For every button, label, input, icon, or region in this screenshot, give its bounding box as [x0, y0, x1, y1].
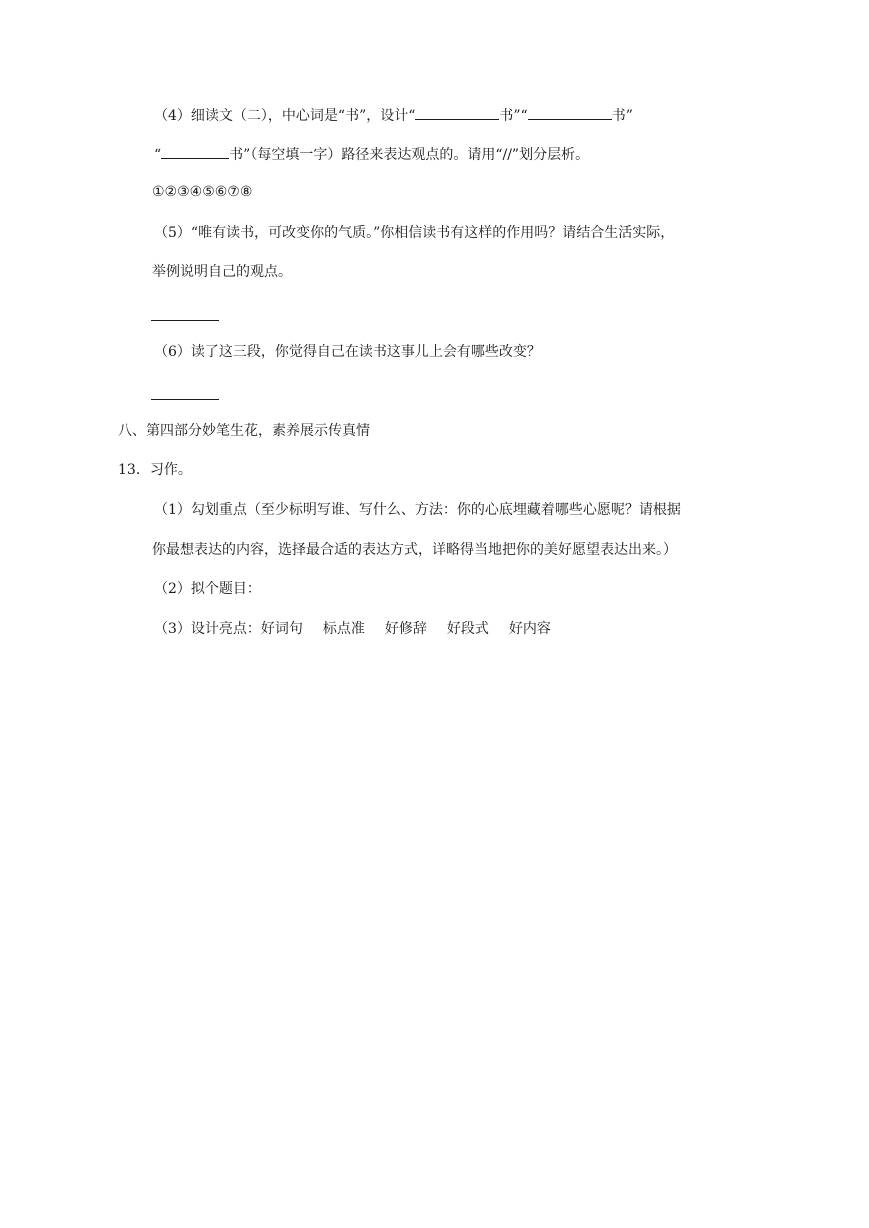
highlight-1: 好词句 — [260, 621, 303, 637]
q5-answer-line[interactable] — [151, 320, 219, 321]
paragraph-marks: ①②③④⑤⑥⑦⑧ — [152, 184, 253, 200]
q6-answer-line[interactable] — [151, 399, 219, 400]
q4-text-e: 书”（每空填一字）路径来表达观点的。请用“//”划分层析。 — [229, 147, 590, 163]
q4-line-1 — [154, 105, 633, 126]
q13-title: 13．习作。 — [118, 462, 192, 478]
q13-item-3 — [154, 619, 551, 639]
q4-text-a: （4）细读文（二），中心词是“书”，设计“ — [154, 108, 416, 124]
section-8-heading: 八、第四部分妙笔生花，素养展示传真情 — [118, 423, 370, 439]
q4-blank-2[interactable] — [528, 105, 612, 120]
highlight-4: 好段式 — [446, 621, 489, 637]
q13-item-2: （2）拟个题目： — [154, 581, 261, 597]
q13-item-1-line-2: 你最想表达的内容，选择最合适的表达方式，详略得当地把你的美好愿望表达出来。） — [152, 542, 677, 558]
q13-item-1-line-1: （1）勾划重点（至少标明写谁、写什么、方法：你的心底埋藏着哪些心愿呢？请根据 — [154, 502, 681, 518]
q4-text-d: “ — [154, 147, 162, 163]
q4-text-b: 书”“ — [499, 108, 528, 124]
q6-line-1: （6）读了这三段，你觉得自己在读书这事儿上会有哪些改变？ — [154, 344, 541, 360]
q4-line-2 — [154, 144, 589, 165]
highlight-3: 好修辞 — [384, 621, 427, 637]
q4-blank-3[interactable] — [161, 144, 229, 159]
q4-text-c: 书” — [611, 108, 633, 124]
q4-blank-1[interactable] — [415, 105, 499, 120]
q5-line-1: （5）“唯有读书，可改变你的气质。”你相信读书有这样的作用吗？请结合生活实际， — [154, 225, 675, 241]
q13-item-3-label: （3）设计亮点： — [154, 621, 261, 637]
q5-line-2: 举例说明自己的观点。 — [152, 264, 292, 280]
highlight-5: 好内容 — [508, 621, 551, 637]
highlight-2: 标点准 — [322, 621, 365, 637]
